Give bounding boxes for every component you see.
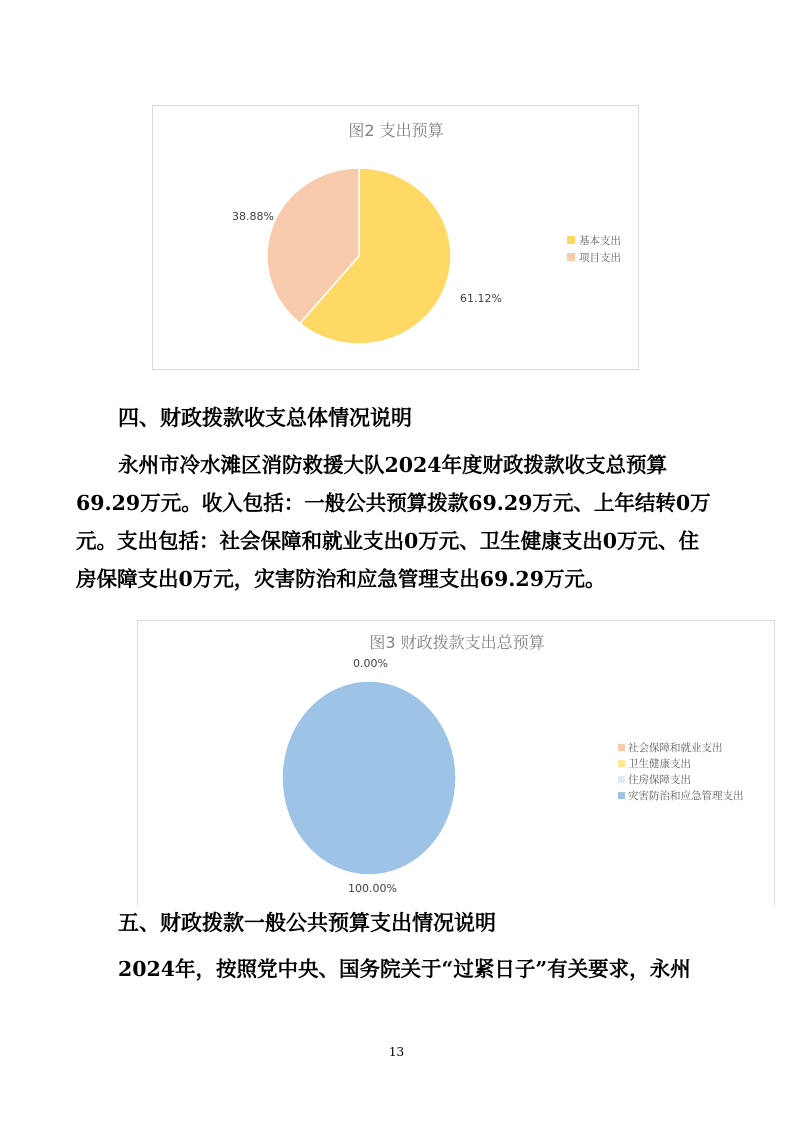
- section-heading-5: 五、财政拨款一般公共预算支出情况说明: [118, 910, 496, 935]
- chart2-label-basic: 61.12%: [460, 292, 502, 305]
- legend-label-housing: 住房保障支出: [628, 774, 691, 786]
- legend-label-project: 项目支出: [579, 252, 621, 264]
- legend-swatch-housing: [618, 776, 625, 783]
- legend-swatch-disaster: [618, 792, 625, 799]
- appropriation-expenditure-chart: [137, 620, 775, 905]
- legend-swatch-social: [618, 744, 625, 751]
- page-number: 13: [388, 1045, 405, 1059]
- expenditure-budget-chart: [152, 105, 639, 370]
- legend-label-disaster: 灾害防治和应急管理支出: [628, 790, 744, 802]
- legend-swatch-basic: [567, 236, 575, 244]
- section-paragraph-4: 永州市冷水滩区消防救援大队2024年度财政拨款收支总预算69.29万元。收入包括：一般公共预算拨款69.29万元、上年结转0万元。支出包括：社会保障和就业支出0万元、卫生健康支出0万元、住房保障支出0万元，灾害防治和应急管理支出69.29万元。: [76, 453, 711, 591]
- legend-label-basic: 基本支出: [579, 235, 621, 247]
- legend-swatch-health: [618, 760, 625, 767]
- legend-label-health: 卫生健康支出: [628, 758, 691, 770]
- section-paragraph-5: 2024年，按照党中央、国务院关于“过紧日子”有关要求，永州: [118, 957, 691, 981]
- legend-swatch-project: [567, 253, 575, 261]
- legend-label-social: 社会保障和就业支出: [628, 742, 723, 754]
- chart3-label-zero: 0.00%: [353, 657, 388, 670]
- section-heading-4: 四、财政拨款收支总体情况说明: [118, 405, 412, 430]
- chart3-slice-4: [282, 681, 456, 875]
- chart2-title: 图2 支出预算: [348, 121, 444, 140]
- chart3-title: 图3 财政拨款支出总预算: [369, 633, 545, 652]
- chart3-svg: [138, 621, 776, 906]
- chart2-label-project: 38.88%: [232, 210, 274, 223]
- chart2-svg: [153, 106, 640, 371]
- chart3-label-full: 100.00%: [348, 882, 397, 895]
